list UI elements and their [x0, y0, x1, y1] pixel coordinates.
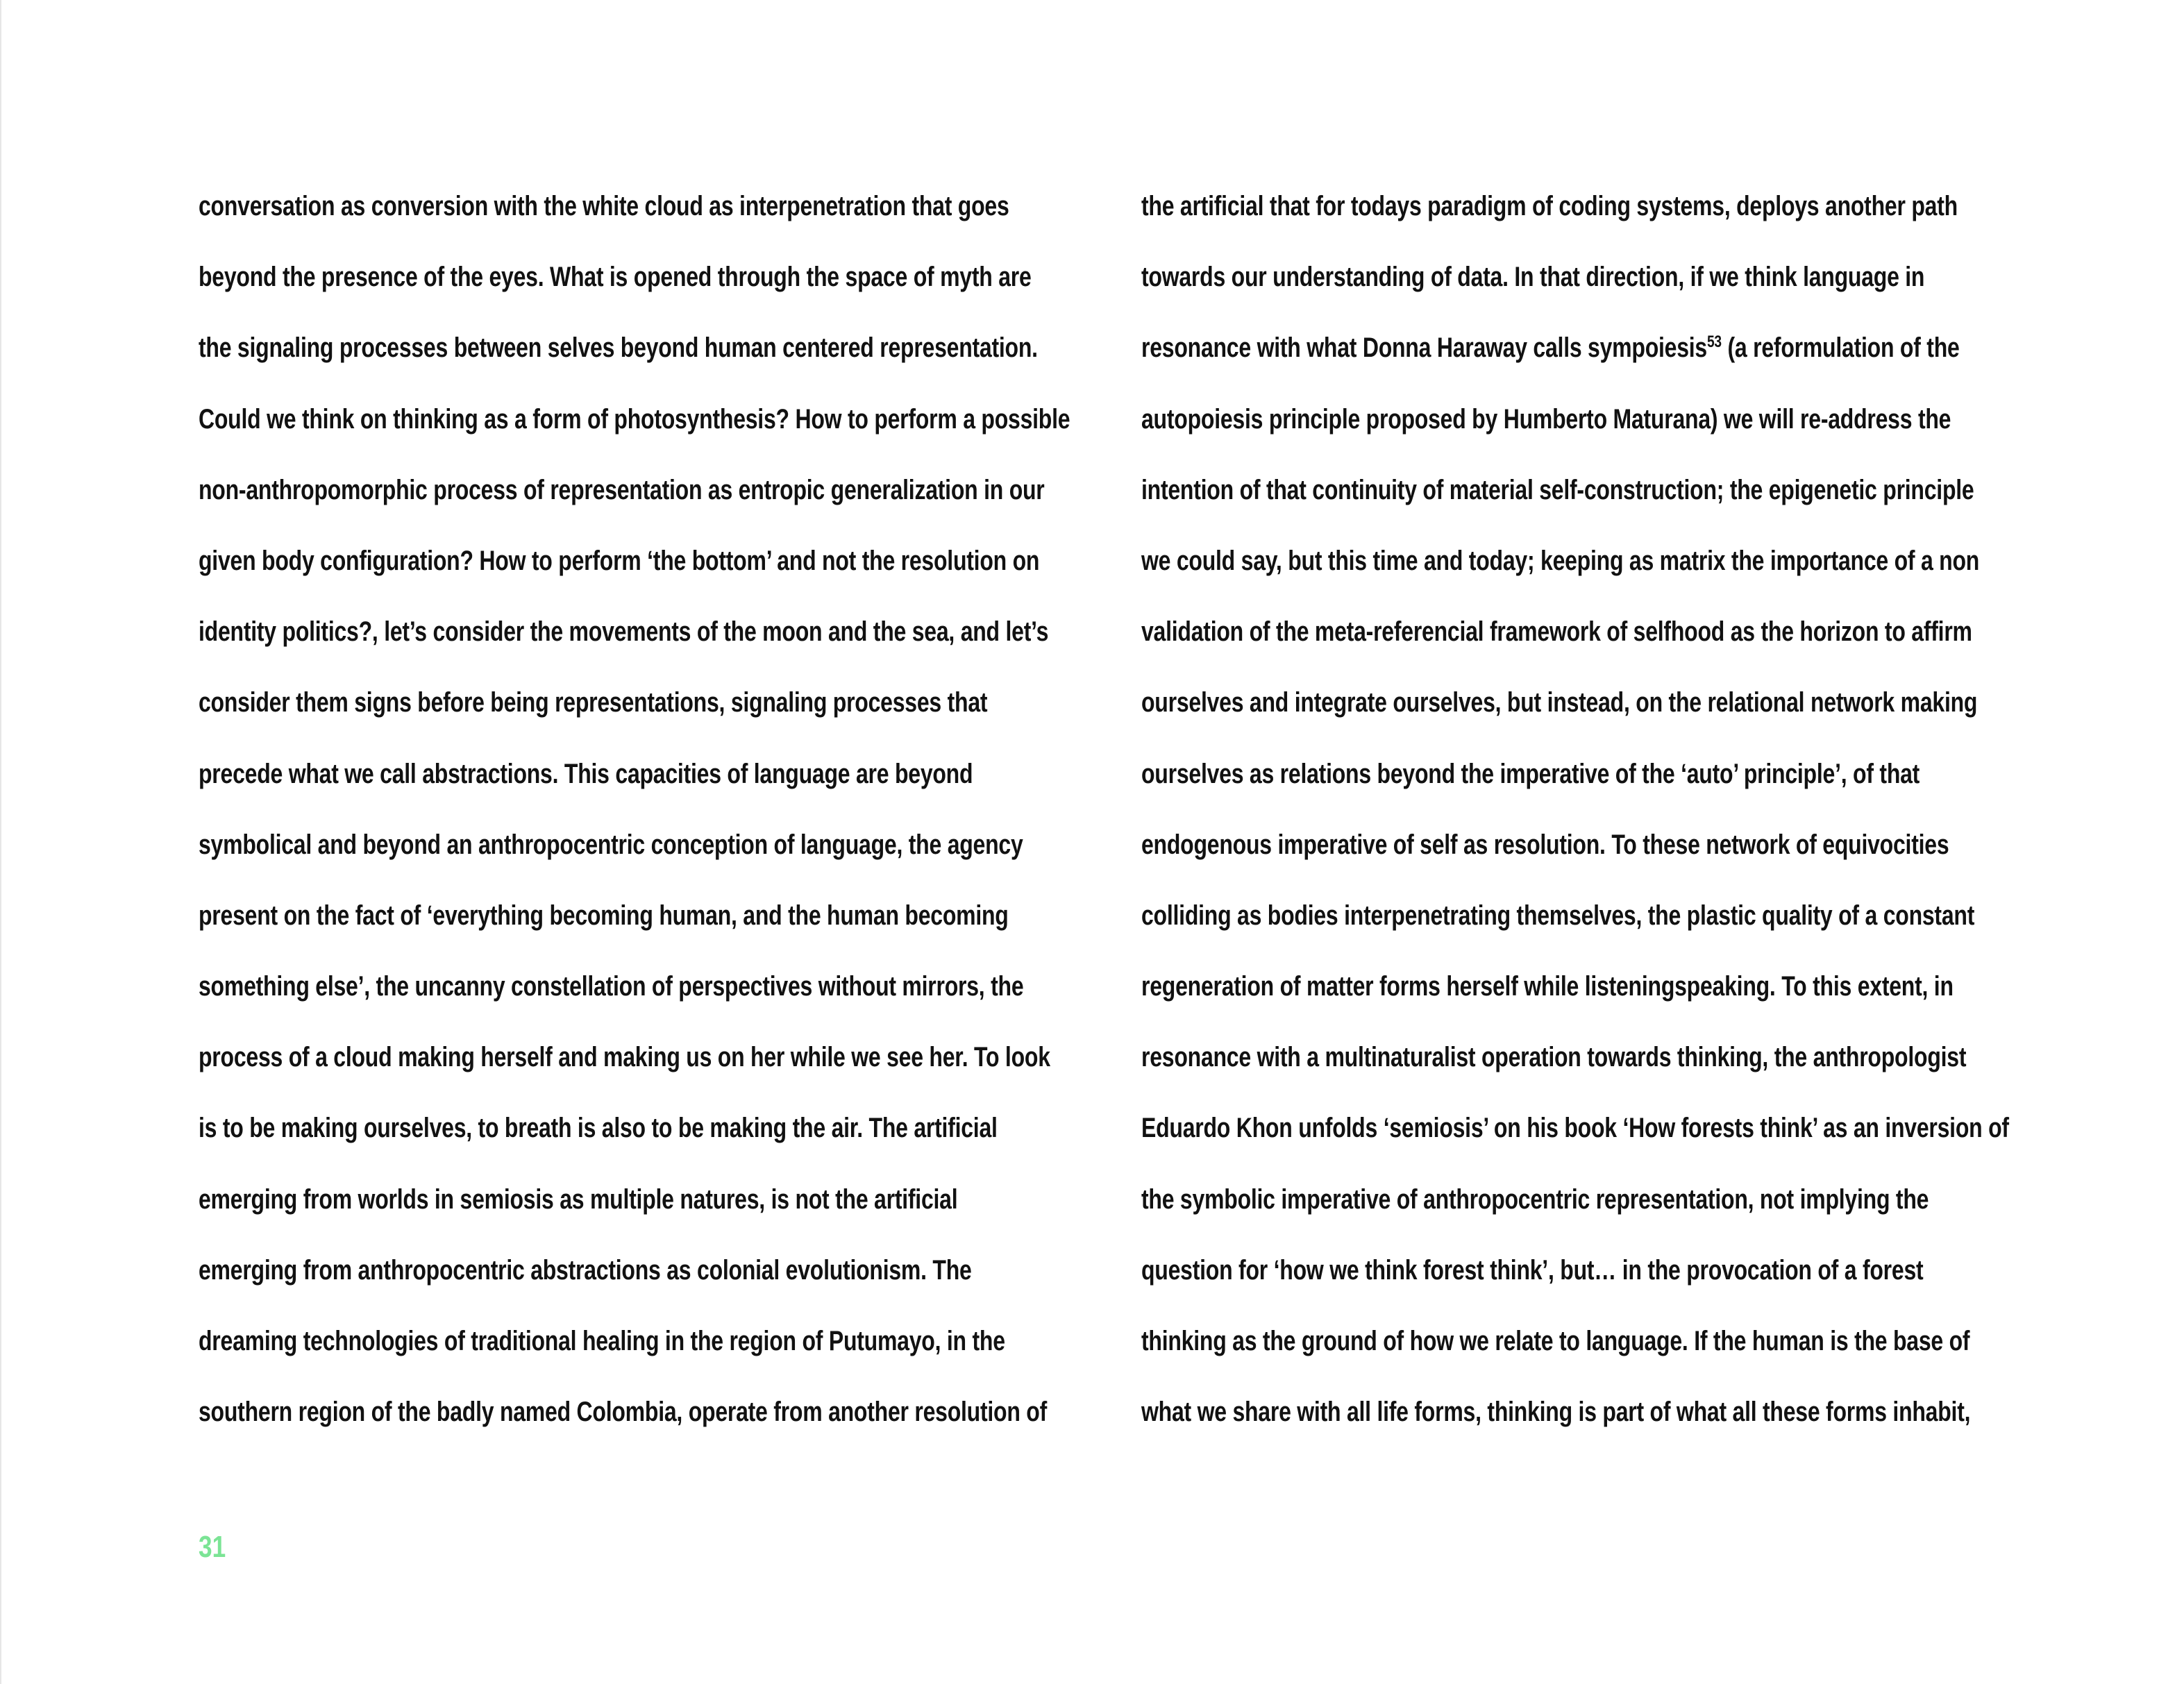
text-line: towards our understanding of data. In that direction, if we think language in [1141, 262, 1925, 293]
text-line: what we share with all life forms, thinking is part of what all these forms inhabit, [1141, 1397, 1971, 1428]
text-line: beyond the presence of the eyes. What is opened through the space of myth are [199, 262, 1032, 293]
text-line: southern region of the badly named Colombia, operate from another resolution of [199, 1397, 1048, 1428]
text-line: ourselves as relations beyond the imperative of the ‘auto’ principle’, of that [1141, 758, 1920, 789]
text-line: resonance with a multinaturalist operation towards thinking, the anthropologist [1141, 1042, 1967, 1073]
text-line: something else’, the uncanny constellation of perspectives without mirrors, the [199, 971, 1024, 1002]
text-line-with-footnote [1141, 330, 2009, 401]
text-line: conversation as conversion with the white cloud as interpenetration that goes [199, 191, 1009, 221]
left-text-column [199, 189, 1288, 1465]
text-line: non-anthropomorphic process of representation as entropic generalization in our [199, 474, 1045, 505]
text-line: we could say, but this time and today; keeping as matrix the importance of a non [1141, 545, 1980, 576]
text-segment: (a reformulation of the [1721, 332, 1960, 364]
text-line: validation of the meta-referencial framework of selfhood as the horizon to affirm [1141, 616, 1972, 648]
text-line: the signaling processes between selves beyond human centered representation. [199, 332, 1038, 364]
text-line: process of a cloud making herself and making us on her while we see her. To look [199, 1042, 1050, 1073]
text-line: regeneration of matter forms herself while listeningspeaking. To this extent, in [1141, 971, 1954, 1002]
text-line: consider them signs before being representations, signaling processes that [199, 687, 988, 718]
text-line: present on the fact of ‘everything becoming human, and the human becoming [199, 900, 1009, 931]
text-line: the artificial that for todays paradigm of coding systems, deploys another path [1141, 191, 1958, 221]
text-line: emerging from worlds in semiosis as multiple natures, is not the artificial [199, 1184, 958, 1215]
text-line: emerging from anthropocentric abstractions as colonial evolutionism. The [199, 1254, 972, 1286]
footnote-reference[interactable]: 53 [1706, 332, 1722, 352]
text-line: colliding as bodies interpenetrating themselves, the plastic quality of a constant [1141, 900, 1975, 931]
text-line: the symbolic imperative of anthropocentric representation, not implying the [1141, 1184, 1929, 1215]
page-number: 31 [199, 1530, 226, 1564]
text-segment: resonance with what Donna Haraway calls sympoiesis [1141, 332, 1707, 364]
text-line: given body configuration? How to perform ‘the bottom’ and not the resolution on [199, 545, 1040, 576]
text-line: dreaming technologies of traditional healing in the region of Putumayo, in the [199, 1326, 1005, 1356]
text-line: Could we think on thinking as a form of photosynthesis? How to perform a possible [199, 403, 1070, 435]
text-line: question for ‘how we think forest think’, but… in the provocation of a forest [1141, 1254, 1924, 1286]
text-line: thinking as the ground of how we relate to language. If the human is the base of [1141, 1326, 1970, 1356]
right-text-column [1141, 189, 2184, 1465]
text-line: identity politics?, let’s consider the movements of the moon and the sea, and let’s [199, 616, 1049, 648]
text-line: endogenous imperative of self as resolution. To these network of equivocities [1141, 829, 1949, 860]
text-line: precede what we call abstractions. This capacities of language are beyond [199, 758, 973, 789]
text-line: Eduardo Khon unfolds ‘semiosis’ on his book ‘How forests think’ as an inversion of [1141, 1113, 2009, 1144]
text-line: is to be making ourselves, to breath is also to be making the air. The artificial [199, 1113, 998, 1144]
text-line: ourselves and integrate ourselves, but instead, on the relational network making [1141, 687, 1978, 718]
text-line: autopoiesis principle proposed by Humberto Maturana) we will re-address the [1141, 403, 1951, 435]
text-line: intention of that continuity of material self-construction; the epigenetic principle [1141, 474, 1974, 505]
text-line: symbolical and beyond an anthropocentric conception of language, the agency [199, 829, 1023, 860]
